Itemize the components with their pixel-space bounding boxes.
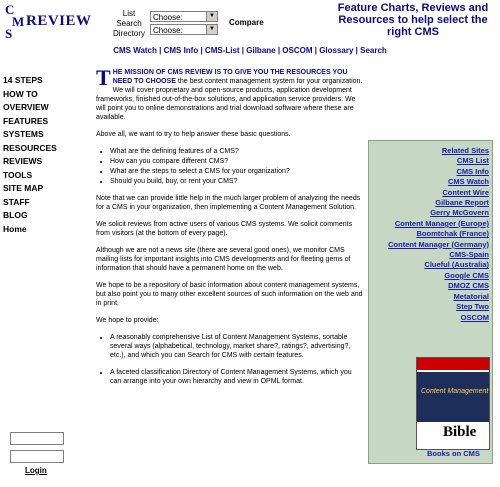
compare-button[interactable]: Compare	[229, 18, 264, 27]
related-link[interactable]: CMS Watch	[448, 177, 489, 187]
repository-paragraph: We hope to be a repository of basic information about content management systems, but also point you to many other excellent sources of such information on the web and in print.	[96, 282, 363, 307]
book-title: Content Management	[421, 388, 489, 395]
related-link[interactable]: CMS-Spain	[449, 250, 489, 260]
sidebar-item-tools[interactable]: TOOLS	[3, 169, 33, 180]
sidebar-item-systems[interactable]: SYSTEMS	[3, 129, 44, 139]
logo-letter-m: M	[12, 14, 25, 29]
drop-cap: T	[96, 65, 111, 90]
username-input[interactable]	[10, 432, 64, 445]
sidebar-item-staff[interactable]: STAFF	[3, 196, 30, 207]
list-item: • What are the defining features of a CMS?	[110, 147, 364, 156]
provides-list	[96, 333, 364, 386]
note-paragraph: Note that we can provide little help in the much larger problem of analyzing the needs for a CMS in your organization, then implementing a Content Management Solution.	[96, 195, 361, 211]
sidebar-item-resources[interactable]: RESOURCES	[3, 142, 57, 153]
books-on-cms-link[interactable]: Books on CMS	[427, 449, 480, 458]
related-link[interactable]: Content Wire	[442, 187, 489, 197]
list-item: • A faceted classification Directory of Content Management Systems, which you can arrange into your own hierarchy and view in OPML format.	[110, 368, 364, 386]
list-item: • A reasonably comprehensive List of Content Management Systems, sortable several ways (alphabetical, technology, market share?, ratings?, advertising?, etc.), and which you can Search for CMS with certain features.	[110, 333, 364, 360]
related-link[interactable]: Gerry McGovern	[430, 208, 489, 218]
mission-body: the best content management system for your organization. We will cover proprietary and open-source products, application development frameworks, finished out-of-the-box solutions, and application service providers. We will point you to online demonstrations and trial download software where these are available.	[96, 78, 363, 121]
login-link[interactable]: Login	[25, 466, 47, 475]
sidebar-item-blog[interactable]: BLOG	[3, 210, 28, 220]
sidebar-item-features[interactable]: FEATURES	[3, 115, 49, 126]
directory-label: List Search Directory	[112, 9, 145, 38]
related-link[interactable]: CMS Info	[456, 166, 489, 176]
book-cover-band	[417, 358, 489, 370]
password-input[interactable]	[10, 450, 64, 463]
related-link[interactable]: Step Two	[456, 302, 489, 312]
hope-paragraph: We hope to provide:	[96, 317, 159, 324]
list-select[interactable]	[150, 11, 218, 22]
sidebar-item-reviews[interactable]: REVIEWS	[3, 156, 43, 166]
list-select-value: Choose:	[153, 13, 183, 22]
sidebar-item-14-steps[interactable]: 14 STEPS	[3, 75, 43, 85]
list-item: • What are the steps to select a CMS for your organization?	[110, 167, 364, 176]
logo-letter-s: S	[5, 26, 13, 41]
related-link[interactable]: Gilbane Report	[435, 198, 489, 208]
sidebar-item-home[interactable]: Home	[3, 223, 27, 234]
tagline: Feature Charts, Reviews and Resources to help select the right CMS	[337, 2, 489, 38]
book-word: Bible	[443, 424, 477, 440]
related-links	[388, 146, 489, 323]
related-sites-panel	[368, 140, 493, 464]
related-link[interactable]: Boomtchak (France)	[416, 229, 489, 239]
related-link[interactable]: Content Manager (Europe)	[394, 218, 489, 228]
related-link[interactable]: Clueful (Australia)	[424, 260, 489, 270]
news-paragraph: Although we are not a news site (there are several good ones), we monitor CMS mailing lists for important insights into CMS developments and for fleeting gems of information that should have a permanent home on the web.	[96, 247, 351, 272]
intro-paragraph: Above all, we want to try to help answer these basic questions.	[96, 131, 291, 138]
book-cover-art	[417, 372, 489, 422]
sidebar	[3, 74, 73, 236]
list-item: • How can you compare different CMS?	[110, 157, 364, 166]
book-cover-image[interactable]	[416, 357, 490, 450]
related-link[interactable]: Google CMS	[444, 270, 489, 280]
logo[interactable]	[2, 2, 122, 42]
top-nav[interactable]	[0, 46, 500, 55]
top-nav-links[interactable]: CMS Watch | CMS Info | CMS-List | Gilbane | OSCOM | Glossary | Search	[113, 46, 387, 55]
mission-paragraph	[96, 65, 364, 122]
logo-word: REVIEW	[26, 13, 92, 29]
directory-select[interactable]	[150, 24, 218, 35]
directory-select-value: Choose:	[153, 26, 183, 35]
related-link[interactable]: CMS List	[456, 156, 489, 166]
related-link[interactable]: Metatorial	[453, 291, 489, 301]
related-heading[interactable]: Related Sites	[441, 146, 489, 155]
header	[0, 0, 500, 44]
main-content	[96, 65, 364, 394]
chevron-down-icon: ▼	[206, 12, 217, 21]
chevron-down-icon: ▼	[206, 25, 217, 34]
sidebar-item-overview[interactable]: OVERVIEW	[3, 102, 49, 112]
sidebar-item-site-map[interactable]: SITE MAP	[3, 183, 44, 193]
mission-heading: HE MISSION OF CMS REVIEW IS TO GIVE YOU THE RESOURCES YOU NEED TO CHOOSE	[112, 69, 348, 85]
related-link[interactable]: Content Manager (Germany)	[388, 239, 489, 249]
list-item: • Should you build, buy, or rent your CMS?	[110, 177, 364, 186]
reviews-paragraph: We solicit reviews from active users of various CMS systems. We solicit comments from visitors (at the bottom of every page).	[96, 221, 353, 237]
logo-letter-c: C	[5, 2, 15, 17]
related-link[interactable]: DMOZ CMS	[448, 281, 489, 291]
sidebar-item-how-to[interactable]: HOW TO	[3, 88, 38, 99]
related-link[interactable]: OSCOM	[460, 312, 489, 322]
questions-list	[96, 147, 364, 186]
